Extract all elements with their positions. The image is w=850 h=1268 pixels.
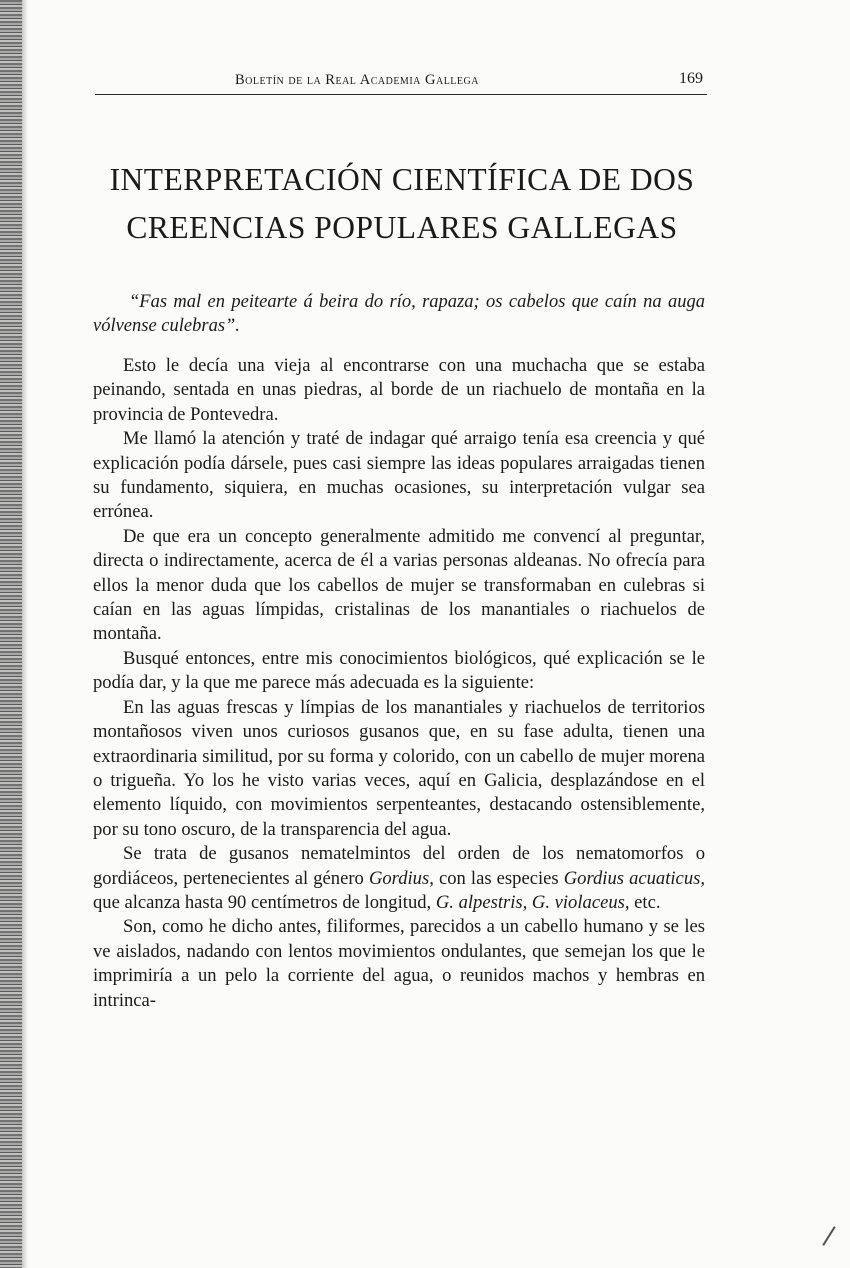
paragraph-6 bbox=[93, 842, 705, 915]
article-body bbox=[93, 354, 705, 1013]
journal-title: Boletín de la Real Academia Gallega bbox=[235, 72, 479, 88]
paragraph-4: Busqué entonces, entre mis conocimientos biológicos, qué explicación se le podía dar, y la que me parece más adecuada es la siguiente: bbox=[93, 647, 705, 694]
paragraph-7: Son, como he dicho antes, filiformes, parecidos a un cabello humano y se les ve aislados, nadando con lentos movimientos ondulantes, que semejan los que le imprimiría a un pelo la corriente del agua, o reunidos machos y hembras en intrinca- bbox=[93, 916, 705, 1011]
paragraph-2: Me llamó la atención y traté de indagar qué arraigo tenía esa creencia y qué explicación podía dársele, pues casi siempre las ideas populares arraigadas tienen su fundamento, siquiera, en muchas ocasiones, su interpretación vulgar sea errónea. bbox=[93, 428, 705, 523]
title-line-2: CREENCIAS POPULARES GALLEGAS bbox=[126, 210, 678, 245]
title-line-1: INTERPRETACIÓN CIENTÍFICA DE DOS bbox=[109, 162, 695, 197]
stray-pencil-mark bbox=[822, 1226, 835, 1246]
book-binding-edge bbox=[0, 0, 22, 1268]
binding-shadow bbox=[22, 0, 28, 1268]
epigraph-quote: “Fas mal en peitearte á beira do río, rapaza; os cabelos que caín na auga vólvense culebras”. bbox=[93, 292, 705, 336]
paragraph-1: Esto le decía una vieja al encontrarse con una muchacha que se estaba peinando, sentada en unas piedras, al borde de un riachuelo de montaña en la provincia de Pontevedra. bbox=[93, 355, 705, 425]
paragraph-3: De que era un concepto generalmente admitido me convencí al preguntar, directa o indirectamente, acerca de él a varias personas aldeanas. No ofrecía para ellos la menor duda que los cabellos de mujer se transformaban en culebras si caían en las aguas límpidas, cristalinas de los manantiales o riachuelos de montaña. bbox=[93, 525, 705, 645]
running-header bbox=[95, 70, 707, 95]
species-names-2: G. alpestris, G. violaceus, bbox=[435, 891, 630, 913]
page-number: 169 bbox=[679, 70, 703, 87]
paragraph-5: En las aguas frescas y límpias de los manantiales y riachuelos de territorios montañosos viven unos curiosos gusanos que, en su fase adulta, tienen una extraordinaria similitud, por su forma y colorido, con un cabello de mujer morena o trigueña. Yo los he visto varias veces, aquí en Galicia, desplazándose en el elemento líquido, con movimientos serpenteantes, destacando ostensiblemente, por su tono oscuro, de la transparencia del agua. bbox=[93, 696, 705, 840]
species-name-1: Gordius acuaticus, bbox=[563, 867, 705, 889]
genus-name: Gordius, bbox=[368, 867, 434, 889]
article-title bbox=[92, 156, 712, 252]
p6-text-a: Se trata de gusanos nematelmintos del orden de los nematomorfos o gordiáceos, pertenecientes al género bbox=[93, 843, 705, 889]
p6-text-b: con las especies bbox=[433, 867, 564, 889]
p6-text-d: etc. bbox=[629, 891, 661, 913]
p6-text-c: que alcanza hasta 90 centímetros de longitud, bbox=[93, 891, 436, 913]
